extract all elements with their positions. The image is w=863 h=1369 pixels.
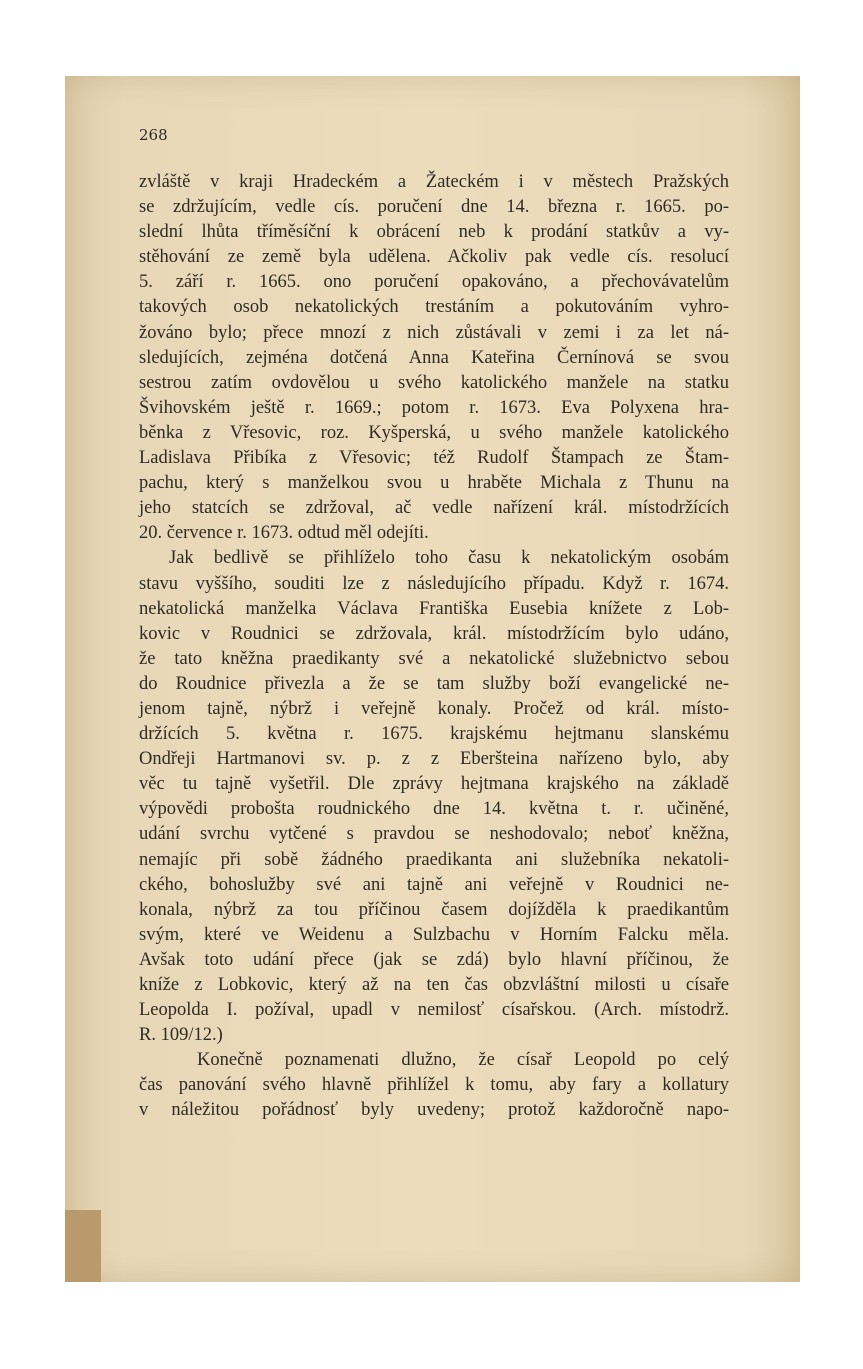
text-line: ckého, bohoslužby své ani tajně ani veřejně v Roudnici ne- bbox=[139, 874, 729, 895]
text-line: Ondřeji Hartmanovi sv. p. z z Eberšteina nařízeno bylo, aby bbox=[139, 749, 729, 770]
text-line: nemajíc při sobě žádného praedikanta ani služebníka nekatoli- bbox=[139, 849, 729, 870]
text-line: držících 5. května r. 1675. krajskému hejtmanu slanskému bbox=[139, 724, 729, 745]
text-line: sestrou zatím ovdovělou u svého katolického manžele na statku bbox=[139, 372, 729, 393]
text-line: Jak bedlivě se přihlíželo toho času k nekatolickým osobám bbox=[169, 548, 729, 569]
text-line: Ladislava Přibíka z Vřesovic; též Rudolf Štampach ze Štam- bbox=[139, 448, 729, 469]
page-number: 268 bbox=[139, 126, 168, 144]
text-line: v náležitou pořádnosť byly uvedeny; protož každoročně napo- bbox=[139, 1100, 729, 1121]
text-line: stěhování ze země byla udělena. Ačkoliv pak vedle cís. resolucí bbox=[139, 247, 729, 268]
text-line: zvláště v kraji Hradeckém a Žateckém i v městech Pražských bbox=[139, 172, 729, 192]
text-line: nekatolická manželka Václava Františka Eusebia knížete z Lob- bbox=[139, 598, 729, 619]
text-line: slední lhůta tříměsíční k obrácení neb k prodání statkův a vy- bbox=[139, 222, 729, 243]
text-line: konala, nýbrž za tou příčinou časem dojížděla k praedikantům bbox=[139, 899, 729, 920]
text-line: R. 109/12.) bbox=[139, 1025, 223, 1046]
text-line: 5. září r. 1665. ono poručení opakováno, a přechovávatelům bbox=[139, 272, 729, 293]
text-line: kovic v Roudnici se zdržovala, král. místodržícím bylo udáno, bbox=[139, 623, 729, 644]
book-page bbox=[65, 76, 800, 1282]
text-line: žováno bylo; přece mnozí z nich zůstávali v zemi i za let ná- bbox=[139, 322, 729, 343]
text-line: 20. července r. 1673. odtud měl odejíti. bbox=[139, 523, 429, 544]
text-line: kníže z Lobkovic, který až na ten čas obzvláštní milosti u císaře bbox=[139, 975, 729, 995]
text-line: Avšak toto udání přece (jak se zdá) bylo hlavní příčinou, že bbox=[139, 949, 729, 970]
text-line: jenom tajně, nýbrž i veřejně konaly. Pročež od král. místo- bbox=[139, 698, 729, 719]
text-line: se zdržujícím, vedle cís. poručení dne 14. března r. 1665. po- bbox=[139, 197, 729, 218]
text-line: že tato kněžna praedikanty své a nekatolické služebnictvo sebou bbox=[139, 648, 729, 669]
text-line: udání svrchu vytčené s pravdou se neshodovalo; neboť kněžna, bbox=[139, 824, 729, 845]
body-text bbox=[139, 170, 729, 1124]
text-line: svým, které ve Weidenu a Sulzbachu v Horním Falcku měla. bbox=[139, 924, 729, 945]
text-line: do Roudnice přivezla a že se tam služby boží evangelické ne- bbox=[139, 673, 729, 694]
text-line: výpovědi probošta roudnického dne 14. května t. r. učiněné, bbox=[139, 799, 729, 820]
text-line: Konečně poznamenati dlužno, že císař Leopold po celý bbox=[197, 1050, 729, 1071]
text-line: sledujících, zejména dotčená Anna Kateřina Černínová se svou bbox=[139, 347, 729, 368]
text-line: pachu, který s manželkou svou u hraběte Michala z Thunu na bbox=[139, 473, 729, 494]
text-line: takových osob nekatolických trestáním a pokutováním vyhro- bbox=[139, 297, 729, 318]
text-line: jeho statcích se zdržoval, ač vedle nařízení král. místodržících bbox=[139, 498, 729, 519]
text-line: čas panování svého hlavně přihlížel k tomu, aby fary a kollatury bbox=[139, 1075, 729, 1096]
page-corner-shadow bbox=[65, 1210, 101, 1282]
text-line: Leopolda I. požíval, upadl v nemilosť císařskou. (Arch. místodrž. bbox=[139, 1000, 729, 1021]
text-line: stavu vyššího, souditi lze z následujícího případu. Když r. 1674. bbox=[139, 573, 729, 594]
text-line: věc tu tajně vyšetřil. Dle zprávy hejtmana krajského na základě bbox=[139, 774, 729, 795]
text-line: běnka z Vřesovic, roz. Kyšperská, u svého manžele katolického bbox=[139, 422, 729, 443]
text-line: Švihovském ještě r. 1669.; potom r. 1673. Eva Polyxena hra- bbox=[139, 397, 729, 418]
